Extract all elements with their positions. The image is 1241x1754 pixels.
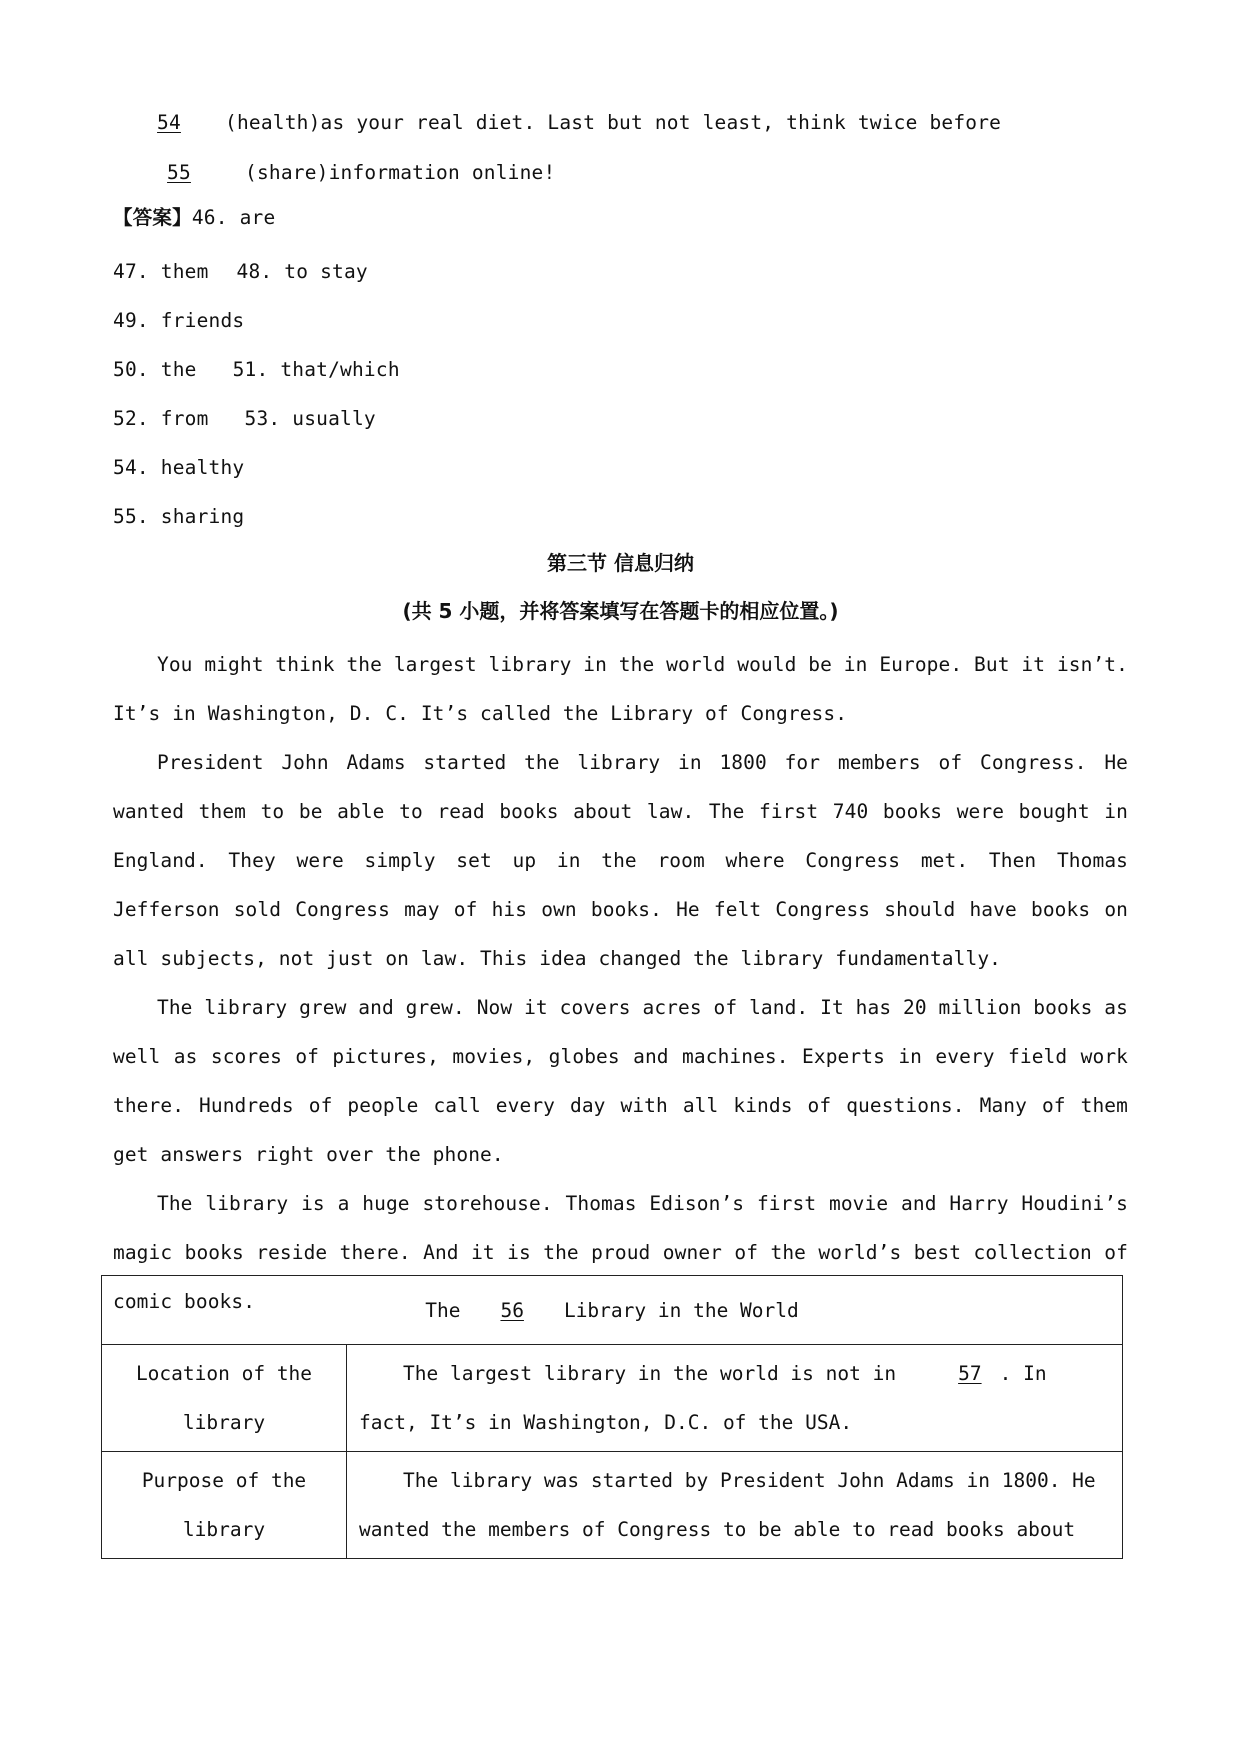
row-content-location [347, 1345, 1123, 1452]
passage-paragraph-3: The library grew and grew. Now it covers acres of land. It has 20 million books as well as scores of pictures, movies, globes and machines. Experts in every field work there. Hundreds of people call every day with all kinds of questions. Many of them get answers right over the phone. [113, 996, 1128, 1166]
answer-53: 53. usually [244, 407, 376, 430]
answer-row-5 [113, 407, 376, 431]
table-title-before: The [425, 1298, 461, 1322]
answer-row-1 [113, 206, 275, 230]
answer-47: 47. them [113, 260, 209, 283]
answer-row-4 [113, 358, 400, 382]
row-content-purpose: The library was started by President John Adams in 1800. He wanted the members of Congress to be able to read books about [347, 1452, 1123, 1559]
row-label-purpose: Purpose of the library [102, 1452, 347, 1559]
info-summary-table [101, 1275, 1123, 1559]
answer-row-6 [113, 456, 244, 480]
answer-row-2 [113, 260, 368, 284]
answer-50: 50. the [113, 358, 197, 381]
table-row [102, 1452, 1123, 1559]
blank-55: 55 [167, 161, 191, 184]
answer-49: 49. friends [113, 309, 245, 332]
answer-48: 48. to stay [236, 260, 368, 283]
location-text-before: The largest library in the world is not in [403, 1362, 897, 1385]
answer-55: 55. sharing [113, 505, 245, 528]
passage-paragraph-2: President John Adams started the library in 1800 for members of Congress. He wanted them to be able to read books about law. The first 740 books were bought in England. They were simply set up in the room where Congress met. Then Thomas Jefferson sold Congress may of his own books. He felt Congress should have books on all subjects, not just on law. This idea changed the library fundamentally. [113, 751, 1128, 970]
exercise-line-54 [113, 111, 1001, 135]
exercise-line-55 [113, 161, 555, 185]
exercise-text-55: (share)information online! [245, 161, 556, 184]
row-label-location: Location of the library [102, 1345, 347, 1452]
exercise-text-54: (health)as your real diet. Last but not least, think twice before [225, 111, 1002, 134]
answer-label: 【答案】 [113, 206, 192, 229]
location-text-after: . In fact, It’s in Washington, D.C. of the USA. [359, 1362, 1047, 1434]
table-title-cell [102, 1276, 1123, 1345]
table-title-row [102, 1276, 1123, 1345]
passage-paragraph-4: The library is a huge storehouse. Thomas Edison’s first movie and Harry Houdini’s magic books reside there. And it is the proud owner of the world’s best collection of comic books. [113, 1192, 1128, 1313]
section-subtitle: (共 5 小题，并将答案填写在答题卡的相应位置。) [402, 599, 839, 623]
table-title-after: Library in the World [563, 1298, 799, 1322]
answer-54: 54. healthy [113, 456, 245, 479]
blank-57: 57 [958, 1362, 982, 1385]
answer-46: 46. are [191, 206, 276, 229]
blank-56: 56 [500, 1298, 524, 1322]
section-title: 第三节 信息归纳 [547, 551, 694, 575]
answer-51: 51. that/which [232, 358, 400, 381]
table-row [102, 1345, 1123, 1452]
answer-52: 52. from [113, 407, 209, 430]
passage-paragraph-1: You might think the largest library in the world would be in Europe. But it isn’t. It’s in Washington, D. C. It’s called the Library of Congress. [113, 653, 1128, 725]
answer-row-7 [113, 505, 244, 529]
answer-row-3 [113, 309, 244, 333]
blank-54: 54 [157, 111, 181, 134]
